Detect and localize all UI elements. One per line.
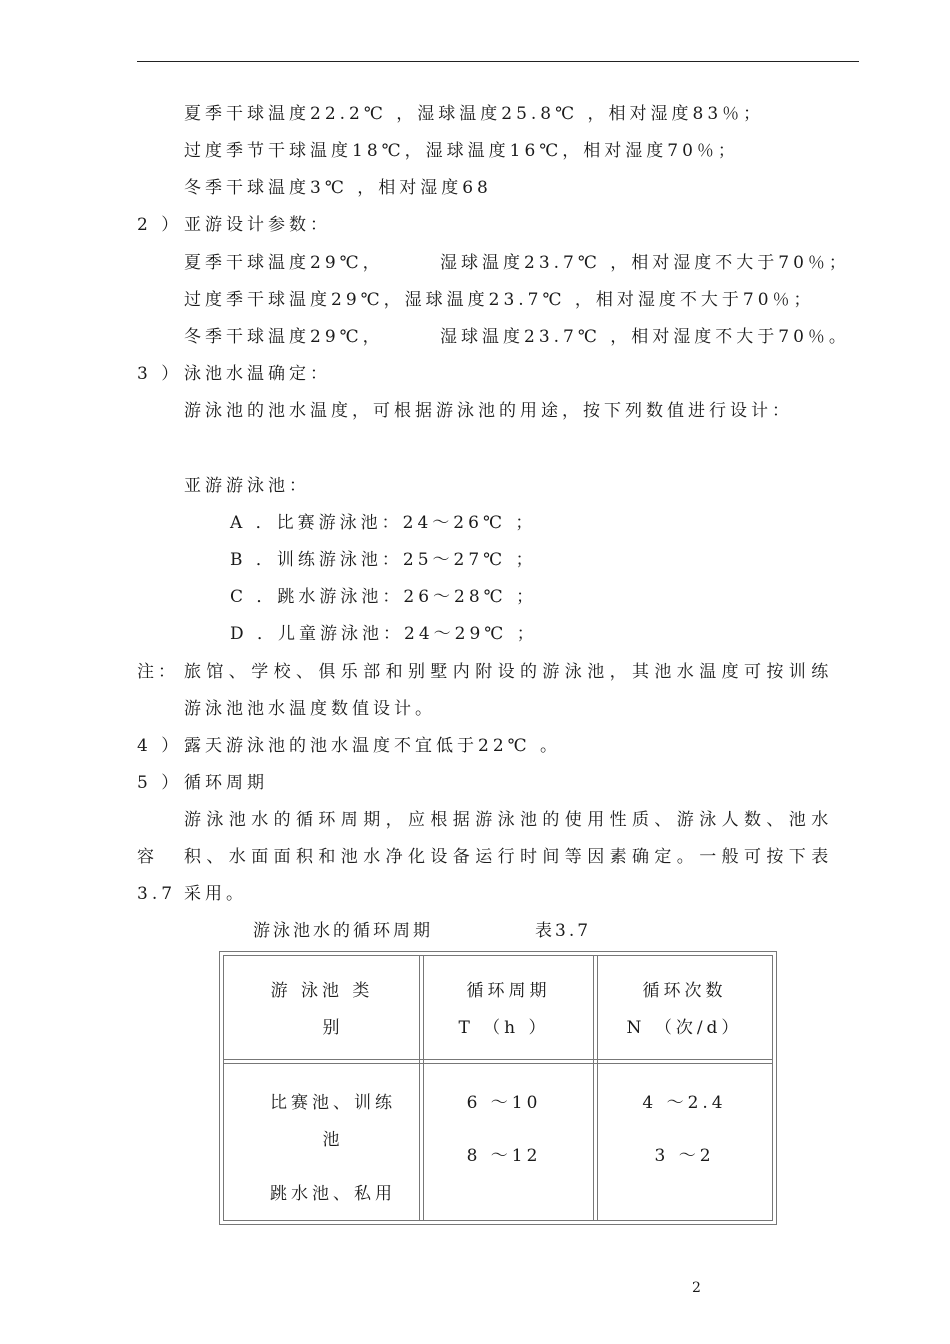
cell-pool-type-2: 跳水池、私用	[270, 1184, 396, 1204]
header-cycle-period-unit: T （h ）	[458, 1018, 550, 1038]
table-divider-header	[223, 1059, 773, 1064]
cycle-period-table	[219, 951, 777, 1225]
table-number: 表3.7	[535, 921, 592, 941]
text-cycle-line3-lead: 3.7	[137, 884, 177, 904]
heading-cycle-period: 循环周期	[184, 773, 268, 793]
text-sub-summer-wet: 湿球温度23.7℃ ，相对湿度不大于70％；	[440, 253, 850, 273]
text-water-temp-intro: 游泳池的池水温度，可根据游泳池的用途，按下列数值进行设计：	[184, 401, 793, 421]
text-sub-transition: 过度季干球温度29℃，湿球温度23.7℃ ，相对湿度不大于70％；	[184, 290, 815, 310]
table-caption: 游泳池水的循环周期	[253, 921, 433, 941]
text-transition-params: 过度季节干球温度18℃，湿球温度16℃，相对湿度70％；	[184, 141, 739, 161]
cell-cycle-count-1: 4 ～2.4	[642, 1093, 727, 1113]
header-pool-type-line1: 游 泳池 类	[270, 981, 374, 1001]
cell-cycle-period-1: 6 ～10	[466, 1093, 542, 1113]
list-item-c: C ．跳水游泳池：26～28℃ ；	[230, 587, 538, 607]
text-winter-params: 冬季干球温度3℃ ，相对湿度68	[184, 178, 492, 198]
item-number-3: 3 ）	[137, 364, 183, 384]
text-summer-params: 夏季干球温度22.2℃ ，湿球温度25.8℃ ，相对湿度83％；	[184, 104, 765, 124]
cell-pool-type-1: 比赛池、训练	[270, 1093, 396, 1113]
list-item-b: B ．训练游泳池：25～27℃ ；	[230, 550, 537, 570]
item-number-4: 4 ）	[137, 736, 183, 756]
list-item-d: D ．儿童游泳池：24～29℃ ；	[230, 624, 538, 644]
heading-subtropical-params: 亚游设计参数：	[184, 215, 331, 235]
text-cycle-line2: 积、水面面积和池水净化设备运行时间等因素确定。一般可按下表	[184, 847, 834, 867]
item-number-5: 5 ）	[137, 773, 183, 793]
text-sub-winter-dry: 冬季干球温度29℃，	[184, 327, 384, 347]
list-item-a: A ．比赛游泳池：24～26℃ ；	[230, 513, 537, 533]
note-label: 注：	[137, 662, 179, 682]
header-rule	[137, 61, 859, 62]
cell-cycle-count-2: 3 ～2	[654, 1146, 715, 1166]
header-cycle-period: 循环周期	[466, 981, 551, 1001]
text-sub-winter-wet: 湿球温度23.7℃ ，相对湿度不大于70％。	[440, 327, 850, 347]
header-cycle-count: 循环次数	[642, 981, 727, 1001]
note-text-line1: 旅馆、学校、俱乐部和别墅内附设的游泳池，其池水温度可按训练	[184, 662, 834, 682]
cell-pool-type-1-cont: 池	[322, 1130, 344, 1150]
heading-subtropical-pool: 亚游游泳池：	[184, 476, 310, 496]
text-cycle-line3: 采用。	[184, 884, 247, 904]
header-pool-type-line2: 别	[322, 1018, 344, 1038]
note-text-line2: 游泳池池水温度数值设计。	[184, 699, 436, 719]
heading-water-temp: 泳池水温确定：	[184, 364, 331, 384]
text-outdoor-pool-temp: 露天游泳池的池水温度不宜低于22℃ 。	[184, 736, 562, 756]
page-number: 2	[692, 1280, 701, 1296]
text-sub-summer-dry: 夏季干球温度29℃，	[184, 253, 384, 273]
cell-cycle-period-2: 8 ～12	[466, 1146, 542, 1166]
text-cycle-line2-lead: 容	[137, 847, 158, 867]
item-number-2: 2 ）	[137, 215, 183, 235]
header-cycle-count-unit: N （次/d）	[626, 1018, 743, 1038]
text-cycle-line1: 游泳池水的循环周期，应根据游泳池的使用性质、游泳人数、池水	[184, 810, 834, 830]
